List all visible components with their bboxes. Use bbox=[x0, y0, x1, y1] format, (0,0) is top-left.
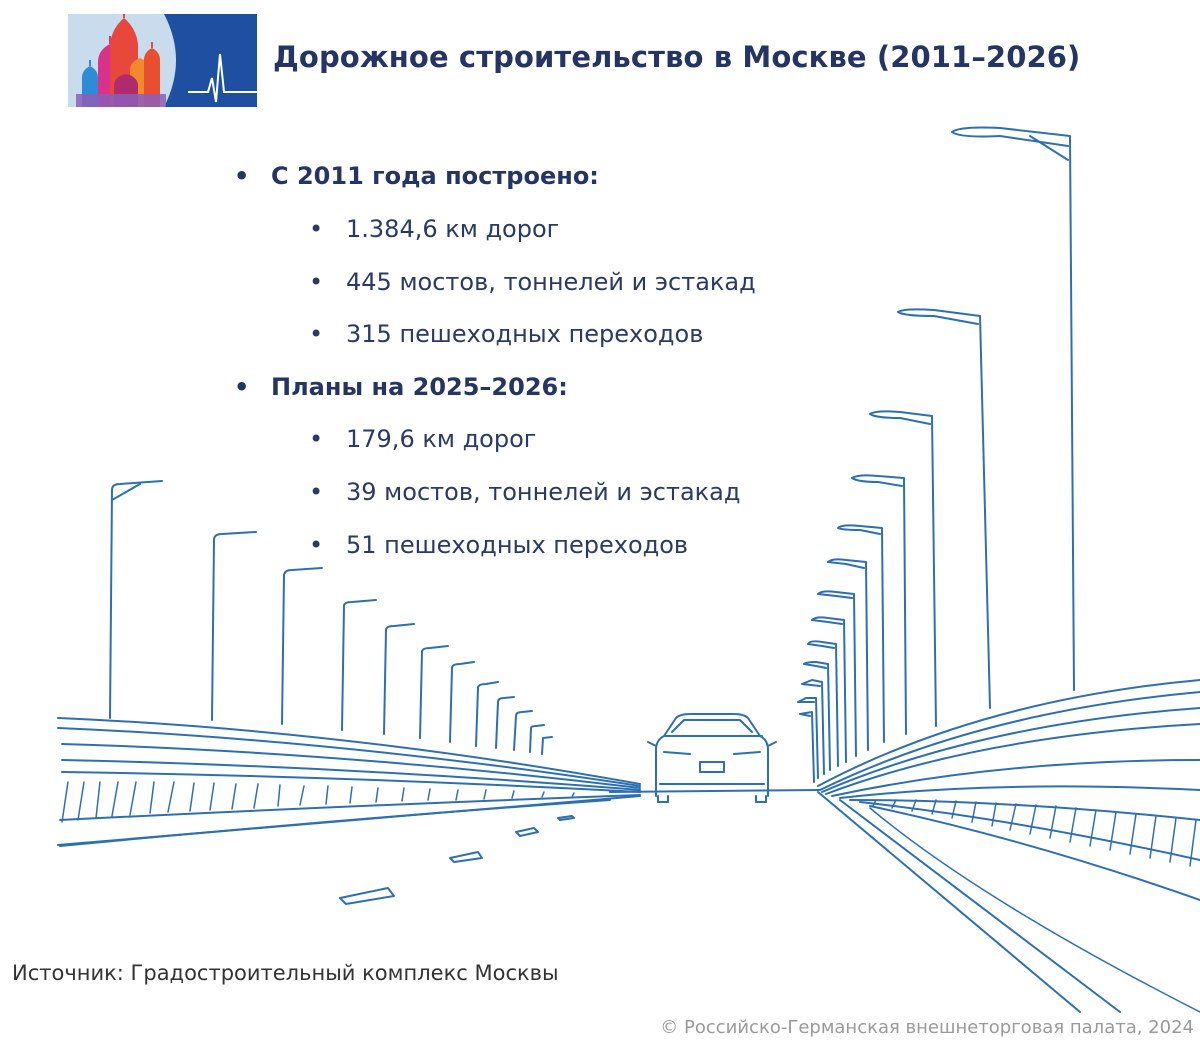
bullet: • bbox=[309, 215, 324, 243]
bullet: • bbox=[309, 478, 324, 506]
bullet: • bbox=[309, 320, 324, 348]
built-bridges: 445 мостов, тоннелей и эстакад bbox=[346, 268, 756, 296]
bullet: • bbox=[309, 531, 324, 559]
built-roads: 1.384,6 км дорог bbox=[346, 215, 560, 243]
bullet: • bbox=[309, 425, 324, 453]
bullet: • bbox=[309, 268, 324, 296]
source-note: Источник: Градостроительный комплекс Москвы bbox=[12, 961, 559, 985]
built-heading: С 2011 года построено: bbox=[271, 162, 599, 190]
plans-heading: Планы на 2025–2026: bbox=[271, 373, 568, 401]
built-crossings: 315 пешеходных переходов bbox=[346, 320, 704, 348]
moscow-domes-logo-icon bbox=[68, 14, 257, 107]
plans-roads: 179,6 км дорог bbox=[346, 425, 537, 453]
plans-crossings: 51 пешеходных переходов bbox=[346, 531, 689, 559]
page-title: Дорожное строительство в Москве (2011–2026) bbox=[273, 40, 1081, 74]
bullet: • bbox=[234, 373, 250, 401]
bullet: • bbox=[234, 162, 250, 190]
plans-bridges: 39 мостов, тоннелей и эстакад bbox=[346, 478, 741, 506]
copyright-note: © Российско-Германская внешнеторговая палата, 2024 bbox=[660, 1017, 1194, 1038]
